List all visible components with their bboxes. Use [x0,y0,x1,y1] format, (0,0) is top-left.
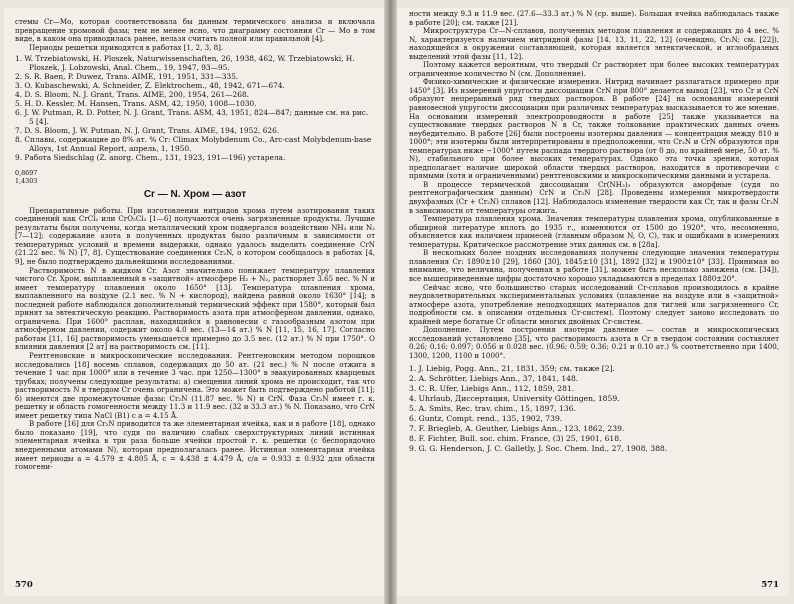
page-number: 571 [761,580,779,591]
reference-list [15,55,375,162]
page-number: 570 [15,580,33,591]
reference-list [409,364,779,453]
body-paragraph: Температура плавления хрома. Значения температуры плавления хрома, опубликованные в обширной литературе вплоть до 1935 г., изменяются от 1500 до 1920°, что, несомненно, объясняется как наличием примесей (главным образом N, O, C), так и ошибками в измерениях температуры. Критическое рассмотрение этих данных см. в [28а]. [409,214,779,249]
reference-item: 4. Uhrlaub, Диссертация, University Göttingen, 1859. [409,394,620,404]
reference-item: 8. Сплавы, содержащие до 8% ат. % Cr: Climax Molybdenum Co., Arc-cast Molybdenum-base Alloys, 1st Annual Report, апрель, 1, 1950. [15,135,372,153]
body-paragraph: Дополнение. Путем построения изотерм давление — состав и микроскопических исследований установлено [35], что растворимость азота в Cr в твердом состоянии составляет 0.26; 0.16; 0.097; 0.056 и 0.028 вес. (0.96; 0.59; 0.36; 0.21 и 0.10 ат.) % соответственно при 1400, 1300, 1200, 1100 и 1000°. [409,325,779,360]
reference-item: 7. F. Briegleb, A. Geuther, Liebigs Ann., 123, 1862, 239. [409,423,625,433]
left-page [4,8,384,596]
book-gutter [384,0,397,604]
reference-item: 1. J. Liebig, Pogg. Ann., 21, 1831, 359; см. также [2]. [409,364,615,374]
reference-item: 9. Работа Siedschlag (Z. anorg. Chem., 131, 1923, 191—196) устарела. [15,152,286,162]
right-page [397,8,789,596]
body-paragraph: Микроструктура Cr—N-сплавов, полученных методом плавления и содержащих до 4 вес. % N, характеризуется наличием нитридной фазы [14, 13, 11, 22, 12] (очевидно, Cr₂N; см. [22]), находящейся в окружении составляющей, которая является эвтектической, и иглообразных выделений этой фазы [11, 12]. [409,26,779,61]
reference-item: 3. O. Kubaschewski, A. Schneider, Z. Elektrochem., 48, 1942, 671—674. [15,80,285,90]
udc-code [15,170,375,184]
body-paragraph: В работе [16] для Cr₂N приводится та же элементарная ячейка, как и в работе [18], однако было показано [19], что судя по наличию слабых сверхструктурных линий истинная элементарная ячейка в три раза больше ячейки простой г. к. решетки (с беспорядочно внедренными атомами N), которая предполагалась ранее. Истинная элементарная ячейка имеет периоды a = 4.579 ± 4.805 Å, c = 4.438 ± 4.479 Å, c/a = 0.933 ± 0.932 для области гомогени- [15,419,375,472]
reference-item: 3. C. R. Ufer, Liebigs Ann., 112, 1859, 281. [409,384,575,394]
reference-item: 5. A. Smits, Rec. trav. chim., 15, 1897, 136. [409,404,576,414]
reference-item: 9. G. G. Henderson, J. C. Galletly, J. Soc. Chem. Ind., 27, 1908, 388. [409,443,668,453]
body-paragraph: В нескольких более поздних исследованиях получены следующие значения температуры плавления Cr: 1890±10 [29], 1860 [30], 1845±10 [31], 1892 [32] и 1900±10° [33]. Принимая во внимание, что величина, полученная в работе [31], может быть несколько занижена (см. [34]), все вышеприведенные цифры достаточно хорошо укладываются в пределах 1880±20°. [409,248,779,283]
body-paragraph: Сейчас ясно, что большинство старых исследований Cr-сплавов производилось в крайне неудовлетворительных экспериментальных условиях (плавление на воздухе или в «защитной» атмосфере азота, употребление неподходящих материалов для тиглей или загрязненного Cr, подробности см. в описании отдельных Cr-систем). Поэтому следует заново исследовать по крайней мере богатые Cr области многих двойных Cr-систем. [409,282,779,326]
body-paragraph: Рентгеновские и микроскопические исследования. Рентгеновским методом порошков исследовались [18] восемь сплавов, содержащих до 50 ат. (21 вес.) % N после отжига в течение 1 час при 1000° или в течение 3 час. при 1250—1300° в эвакуированных кварцевых трубках; получены следующие результаты: а) смещения линий хрома не происходит, так что растворимость N в твердом Cr очень ограничена. Это может быть подтверждено работой [11]; б) имеются две промежуточные фазы: Cr₂N (11.87 вес. % N) и CrN. Фаза Cr₂N имеет г. к. решетку и область гомогенности между 11.3 и 11.9 вес. (32 и 33.3 ат.) % N. Показано, что CrN имеет решетку типа NaCl (B1) с a = 4.15 Å. [15,351,375,420]
reference-item: 7. D. S. Bloom, J. W. Putman, N. J. Grant, Trans. AIME, 194, 1952, 626. [15,125,280,135]
udc-line: 1,4303 [15,176,38,185]
reference-item: 8. F. Fichter, Bull. soc. chim. France, (3) 25, 1901, 618. [409,433,622,443]
udc-line: 0,8697 [15,169,38,178]
top-paragraph: стемы Cr—Mo, которая соответствовала бы данным термического анализа и включала превращение хромовой фазы; тем не менее ясно, что диаграмму состояния Cr — Mo в том виде, в каком она приводилась ранее, нельзя считать полной или правильной [4]. [15,17,375,44]
body-paragraph: ности между 9.3 и 11.9 вес. (27.6—33.3 ат.) % N (ср. выше). Большая ячейка наблюдалась также в работе [20]; см. также [21]. [409,9,779,27]
body-paragraph: Физико-химические и физические измерения. Нитрид начинает разлагаться примерно при 1450° [3]. Из измерений упругости диссоциации CrN при 800° делается вывод [23], что Cr и CrN образуют непрерывный ряд твердых растворов. В работе [24] на основании измерений равновесной упругости диссоциации при различных температурах высказывается то же мнение. На основании измерений электропроводности в работе [25] также указывается на существование твердых растворов N в Cr, также толкование практических данных очень неубедительно. В работе [26] были построены изотермы давления — концентрация между 810 и 1000°; эти изотермы были интерпретированы в предположении, что Cr₂N и CrN образуются при температурах ниже ~1000° путем распада твердого раствора (от 0 до, по крайней мере, 50 ат. % N), стабильного при более высоких температурах. Однако эта точка зрения, которая предполагает наличие широкой области твердых растворов, находится в противоречии с прямыми (хотя и ограниченными) рентгеновскими и микроскопическими данными и устарела. [409,77,779,181]
body-paragraph: В процессе термической диссоциации Cr(NH₃)₃ образуются аморфные (судя по рентгенографическим данным) CrN и Cr₂N [28]. Проведены измерения микротвердости двухфазных (Cr + Cr₂N) сплавов [12]. Наблюдалось изменение твердости как Cr, так и фазы Cr₂N в зависимости от температуры отжига. [409,179,779,215]
periods-note: Периоды решетки приводятся в работах [1, 2, 3, 8]. [29,42,224,52]
body-paragraph: Препаративные работы. При изготовлении нитридов хрома путем азотирования таких соединений как CrCl₂ или CrO₂Cl₂ [1—6] получаются очень загрязненные продукты. Лучшие результаты были получены, когда металлический хром подвергался воздействию NH₃ или N₂ [7—12]; содержание азота в полученных продуктах было различным в зависимости от температурных условий и времени выдержки, однако удалось выделить соединение CrN (21.22 вес. % N) [7, 8]. Существование соединения Cr₂N, о котором сообщалось в работах [4, 9], не было подтверждено дальнейшими исследованиями. [15,205,375,266]
reference-item: 1. W. Trzebiatowski, H. Ploszek, Naturwissenschaften, 26, 1938, 462, W. Trzebiatowski, H. Ploszek, J. Lobzowski, Anal. Chem., 19, 1947, 93—95. [15,54,355,72]
section-title: Cr — N. Хром — азот [143,188,247,200]
reference-item: 5. H. D. Kessler, M. Hansen, Trans. ASM, 42, 1950, 1008—1030. [15,99,257,109]
reference-item: 4. D. S. Bloom, N. J. Grant, Trans. AIME, 200, 1954, 261—268. [15,90,250,100]
reference-item: 6. J. W. Putman, R. D. Potter, N. J. Grant, Trans. ASM, 43, 1951, 824—847; данные см. на рис. 5 [4]. [15,108,369,126]
body-paragraph: Поэтому кажется вероятным, что твердый Cr растворяет при более высоких температурах ограниченное количество N (см. Дополнение). [409,60,779,78]
body-paragraph: Растворимость N в жидком Cr. Азот значительно понижает температуру плавления чистого Cr. Хром, выплавленный в «защитной» атмосфере H₂ + N₂, растворяет 3.65 вес. % N и имеет температуру плавления около 1650° [13]. Температура плавления хрома, выплавленного на воздухе (2.1 вес. % N + кислород), найдена равной около 1630° [14]; в последней работе наблюдался дополнительный термический эффект при 1580°, который был принят за эвтектическую реакцию. Растворимость азота при атмосферном давлении, однако, ограничена. При 1600° расплав, находящийся в равновесии с газообразным азотом при атмосферном давлении, содержит около 4.0 вес. (13—14 ат.) % N [11, 15, 16, 17]. Согласно работам [11, 16] растворимость уменьшается примерно до 3.5 вес. (12 ат.) % N при 1750°. О влиянии давления [2 ат] на растворимость см. [11]. [15,265,375,352]
reference-item: 2. A. Schrötter, Liebigs Ann., 37, 1841, 148. [409,374,579,384]
reference-item: 6. Guntz, Compt. rend., 135, 1902, 739. [409,413,563,423]
reference-item: 2. S. R. Baen, P. Duwez, Trans. AIME, 191, 1951, 331—335. [15,71,239,81]
